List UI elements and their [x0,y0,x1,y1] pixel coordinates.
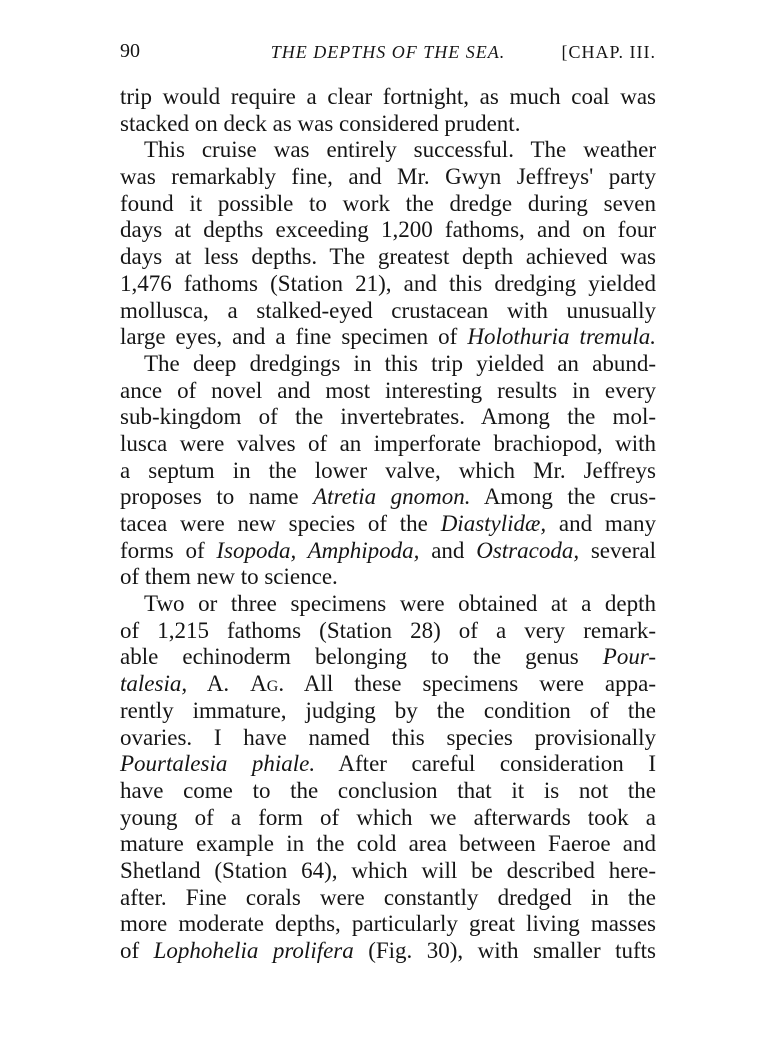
running-title: THE DEPTHS OF THE SEA. [270,42,506,62]
text-segment: of them new to science. [120,564,338,590]
text-segment: and many [546,511,657,536]
text-segment: trip would require a clear fortnight, as much coal was [120,84,656,109]
text-segment: (Fig. 30), with smaller tufts [353,938,656,963]
text-segment: was remarkably fine, and Mr. Gwyn Jeffreys' party [120,164,656,190]
text-line [120,938,656,965]
text-line [120,671,656,698]
text-line [120,351,656,378]
text-line [120,858,656,885]
text-line [120,644,656,671]
text-segment: have come to the conclusion that it is not the [120,777,656,803]
text-line [120,831,656,858]
text-line [120,725,656,752]
text-segment: young of a form of which we afterwards took a [120,804,656,830]
text-segment: Among the crus- [470,484,656,510]
text-line [120,511,656,538]
text-line [120,137,656,164]
text-segment: found it possible to work the dredge during seven [120,190,656,216]
text-segment: forms of [120,537,217,563]
italic-text-segment: Lophohelia prolifera [153,938,354,963]
italic-text-segment: Atretia gnomon. [313,484,471,510]
text-line [120,84,656,111]
text-segment: Two or three specimens were obtained at a depth [144,591,656,617]
text-line [120,538,656,565]
text-line [120,911,656,938]
text-line [120,778,656,805]
text-segment: after. Fine corals were constantly dredged in the [120,884,656,910]
text-segment: 1,476 fathoms (Station 21), and this dredging yielded [120,270,656,296]
text-segment: of 1,215 fathoms (Station 28) of a very remark- [120,617,656,643]
page-header [120,40,656,70]
text-line [120,111,656,138]
text-segment: more moderate depths, particularly great living masses [120,911,656,937]
text-line [120,271,656,298]
text-line [120,484,656,511]
chapter-reference: [CHAP. III. [561,42,656,62]
text-line [120,591,656,618]
text-segment: mature example in the cold area between Faeroe and [120,831,656,857]
text-segment: mollusca, a stalked-eyed crustacean with unusually [120,297,656,323]
text-segment: days at less depths. The greatest depth achieved was [120,244,656,270]
text-segment: The deep dredgings in this trip yielded an abund- [144,350,656,376]
text-segment: of [120,938,154,963]
text-segment: a septum in the lower valve, which Mr. Jeffreys [120,457,656,483]
text-segment: stacked on deck as was considered prudent. [120,110,521,136]
text-segment: tacea were new species of the [120,511,441,536]
text-line [120,378,656,405]
text-segment: lusca were valves of an imperforate brachiopod, with [120,430,656,456]
text-line [120,191,656,218]
text-segment: ance of novel and most interesting results in every [120,377,656,403]
text-segment: Shetland (Station 64), which will be described here- [120,857,656,883]
small-caps-text-segment: Ag. [250,671,285,697]
italic-text-segment: Holothuria tremula. [467,324,656,350]
text-segment: and [419,537,477,563]
italic-text-segment: Pour- [602,644,656,670]
text-segment: sub-kingdom of the invertebrates. Among the mol- [120,404,656,430]
text-line [120,217,656,244]
text-line [120,298,656,325]
italic-text-segment: Ostracoda, [476,537,580,563]
text-segment: large eyes, and a fine specimen of [120,324,468,350]
text-segment: After careful consideration I [315,751,656,777]
text-line [120,404,656,431]
text-line [120,751,656,778]
text-segment: All these specimens were appa- [284,671,656,697]
italic-text-segment: talesia, [120,671,188,697]
text-segment: rently immature, judging by the condition of the [120,697,656,723]
italic-text-segment: Pourtalesia phiale. [120,751,316,777]
text-segment: proposes to name [120,484,314,510]
body-text [120,84,656,965]
italic-text-segment: Isopoda, Amphipoda, [216,537,420,563]
text-line [120,458,656,485]
text-line [120,618,656,645]
text-segment: This cruise was entirely successful. The weather [144,137,656,163]
page-number: 90 [120,40,140,62]
text-line [120,698,656,725]
text-segment: ovaries. I have named this species provisionally [120,724,656,750]
text-segment: able echinoderm belonging to the genus [120,644,603,670]
text-line [120,885,656,912]
text-line [120,244,656,271]
text-segment: days at depths exceeding 1,200 fathoms, and on four [120,217,656,243]
text-segment: several [579,537,656,563]
text-line [120,324,656,351]
text-line [120,805,656,832]
text-segment: A. [187,671,251,697]
text-line [120,431,656,458]
text-line [120,164,656,191]
italic-text-segment: Diastylidæ, [440,511,547,536]
text-line [120,564,656,591]
